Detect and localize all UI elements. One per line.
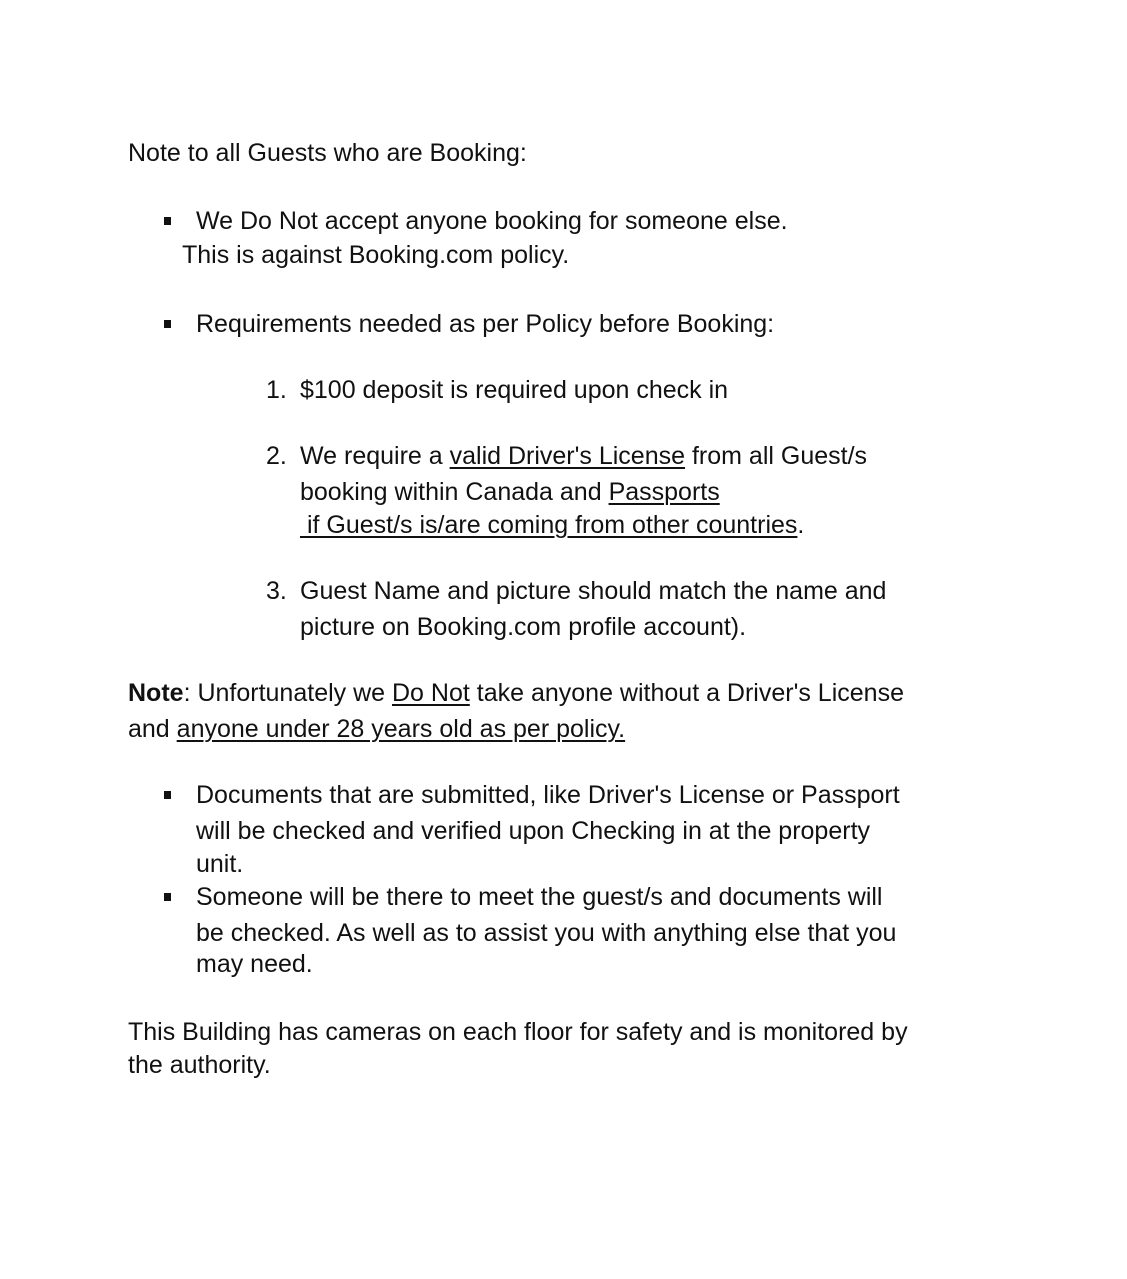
footer-text: the authority.	[128, 1051, 271, 1079]
bullet-text: We Do Not accept anyone booking for someone else.	[196, 207, 788, 235]
bullet-text: unit.	[196, 850, 244, 878]
bullet-text: Someone will be there to meet the guest/s and documents will	[196, 883, 883, 911]
req-number: 2.	[266, 442, 287, 470]
note-line: Note: Unfortunately we Do Not take anyone without a Driver's License	[128, 679, 904, 707]
note-label: Note	[128, 679, 184, 707]
underlined-text: Do Not	[392, 679, 470, 707]
bullet-text: will be checked and verified upon Checking in at the property	[196, 817, 871, 845]
req-text: Guest Name and picture should match the name and	[300, 577, 887, 605]
underlined-text: valid Driver's License	[449, 442, 686, 470]
underlined-text: Passports	[608, 478, 720, 506]
footer-text: This Building has cameras on each floor for safety and is monitored by	[128, 1018, 908, 1046]
req-number: 1.	[266, 376, 287, 404]
bullet-text: Documents that are submitted, like Driver's License or Passport	[196, 781, 900, 809]
bullet-icon	[164, 893, 171, 901]
req-text: $100 deposit is required upon check in	[300, 376, 729, 404]
heading: Note to all Guests who are Booking:	[128, 139, 527, 167]
underlined-text: if Guest/s is/are coming from other countries	[300, 511, 798, 539]
bullet-icon	[164, 217, 171, 225]
bullet-icon	[164, 791, 171, 799]
req-text: picture on Booking.com profile account).	[300, 613, 747, 641]
req-number: 3.	[266, 577, 287, 605]
bullet-icon	[164, 320, 171, 328]
bullet-text: This is against Booking.com policy.	[182, 241, 570, 269]
req-text: booking within Canada and Passports	[300, 478, 720, 506]
underlined-text: anyone under 28 years old as per policy.	[176, 715, 626, 743]
note-line: and anyone under 28 years old as per policy.	[128, 715, 626, 743]
req-text: if Guest/s is/are coming from other countries.	[300, 511, 805, 539]
bullet-text: may need.	[196, 950, 313, 978]
bullet-text: Requirements needed as per Policy before Booking:	[196, 310, 775, 338]
bullet-text: be checked. As well as to assist you with anything else that you	[196, 919, 897, 947]
req-text: We require a valid Driver's License from all Guest/s	[300, 442, 868, 470]
